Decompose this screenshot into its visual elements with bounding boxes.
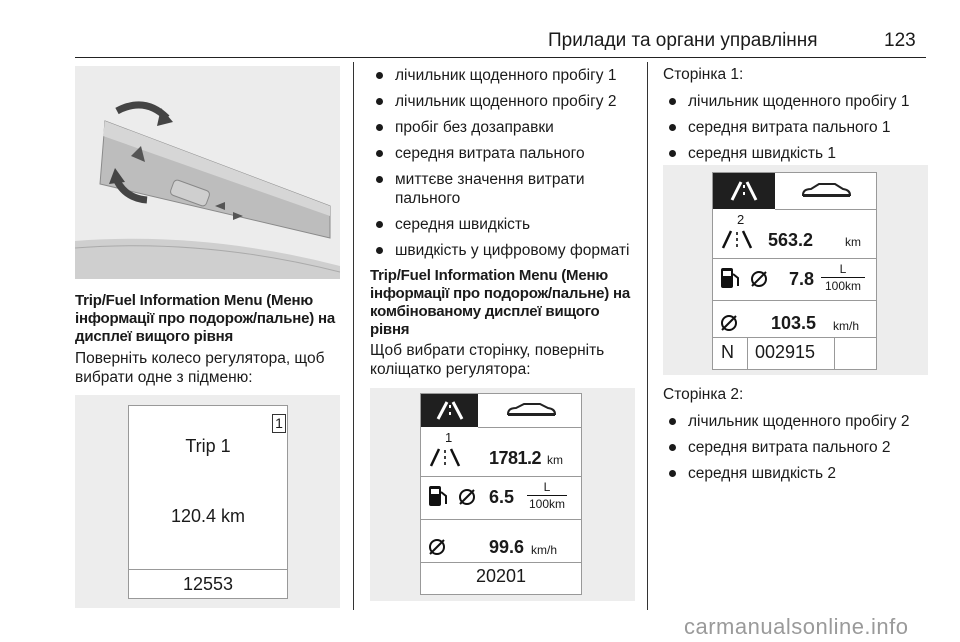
road-icon (427, 446, 463, 468)
average-icon (749, 269, 769, 289)
trip-distance-unit: km (547, 453, 563, 467)
display-screen (420, 393, 582, 595)
list-item: лічильник щоденного пробігу 2 (372, 92, 637, 111)
display-screen (128, 405, 288, 599)
road-icon (421, 394, 478, 427)
column-divider (647, 62, 648, 610)
display-screen (712, 172, 877, 370)
fuel-unit-top: L (839, 262, 847, 276)
page-2-items-list (665, 412, 935, 490)
trip-distance-value: 563.2 (768, 230, 814, 250)
bullet (376, 150, 383, 157)
trip-distance: 120.4 km (170, 506, 246, 526)
car-tab (775, 173, 876, 210)
bullet (669, 418, 676, 425)
list-item: лічильник щоденного пробігу 1 (372, 66, 637, 85)
average-icon (457, 487, 477, 507)
fuel-unit-bottom: 100km (528, 497, 566, 511)
average-speed-value: 103.5 (771, 313, 817, 333)
gear-indicator: N (721, 342, 734, 362)
combined-display-illustration (370, 388, 635, 601)
list-item: миттєве значення витрати пального (372, 170, 637, 208)
bullet (376, 98, 383, 105)
header-rule (75, 57, 926, 58)
trip-number: 2 (737, 212, 745, 227)
bullet (376, 247, 383, 254)
odometer-value: 20201 (475, 566, 527, 586)
bullet (669, 98, 676, 105)
bullet (376, 221, 383, 228)
section-heading-combined-display: Trip/Fuel Information Menu (Меню інформації про подорож/пальне) на комбінованому дисплеї вищого рівня (370, 267, 631, 338)
list-item: середня швидкість 2 (665, 464, 935, 483)
list-item: середня витрата пального 2 (665, 438, 935, 457)
divider (129, 569, 287, 570)
page-1-label: Сторінка 1: (663, 66, 744, 83)
trip-distance-value: 1781.2 (489, 448, 542, 468)
fuel-pump-icon (427, 483, 449, 509)
page-1-items-list (665, 92, 935, 170)
bullet (376, 124, 383, 131)
bullet (669, 470, 676, 477)
trip-tab-active (713, 173, 775, 209)
fuel-pump-icon (719, 265, 741, 291)
column-divider (353, 62, 354, 610)
car-icon (775, 173, 876, 209)
fuel-unit-top: L (543, 480, 551, 494)
trip-tab-active (421, 394, 478, 427)
menu-items-list (372, 66, 637, 267)
combined-display-page-1-illustration (663, 165, 928, 375)
list-item: лічильник щоденного пробігу 2 (665, 412, 935, 431)
list-item: швидкість у цифровому форматі (372, 241, 637, 260)
bullet (376, 176, 383, 183)
bullet (376, 72, 383, 79)
car-tab (478, 394, 581, 428)
road-icon (719, 228, 755, 250)
list-item: середня швидкість (372, 215, 637, 234)
trip-distance-unit: km (845, 235, 861, 249)
page-number: 123 (884, 30, 916, 51)
instruction-text: Поверніть колесо регулятора, щоб вибрати одне з підменю: (75, 350, 325, 386)
car-icon (478, 394, 581, 427)
page-header-title: Прилади та органи управління (548, 30, 818, 51)
fuel-consumption-value: 7.8 (789, 269, 815, 289)
average-icon (719, 313, 739, 333)
watermark: carmanualsonline.info (684, 614, 909, 639)
control-stalk-illustration (75, 66, 340, 279)
page-2-label: Сторінка 2: (663, 386, 744, 403)
upper-level-display-illustration (75, 395, 340, 608)
fuel-unit-bottom: 100km (824, 279, 862, 293)
bullet (669, 124, 676, 131)
list-item: середня швидкість 1 (665, 144, 935, 163)
trip-number: 1 (445, 430, 453, 445)
list-item: середня витрата пального 1 (665, 118, 935, 137)
bullet (669, 150, 676, 157)
list-item: середня витрата пального (372, 144, 637, 163)
average-icon (427, 537, 447, 557)
average-speed-unit: km/h (833, 319, 860, 333)
odometer-value: 12553 (182, 574, 234, 594)
instruction-text: Щоб вибрати сторінку, поверніть коліщатко регулятора: (370, 342, 605, 378)
trip-badge: 1 (272, 414, 286, 433)
section-heading-upper-display: Trip/Fuel Information Menu (Меню інформації про подорож/пальне) на дисплеї вищого рівня (75, 292, 336, 345)
trip-title: Trip 1 (185, 436, 231, 456)
average-speed-value: 99.6 (489, 537, 525, 557)
bullet (669, 444, 676, 451)
average-speed-unit: km/h (531, 543, 558, 557)
fuel-consumption-value: 6.5 (489, 487, 515, 507)
road-icon (713, 173, 775, 209)
list-item: пробіг без дозаправки (372, 118, 637, 137)
odometer-value: 002915 (755, 342, 816, 362)
list-item: лічильник щоденного пробігу 1 (665, 92, 935, 111)
